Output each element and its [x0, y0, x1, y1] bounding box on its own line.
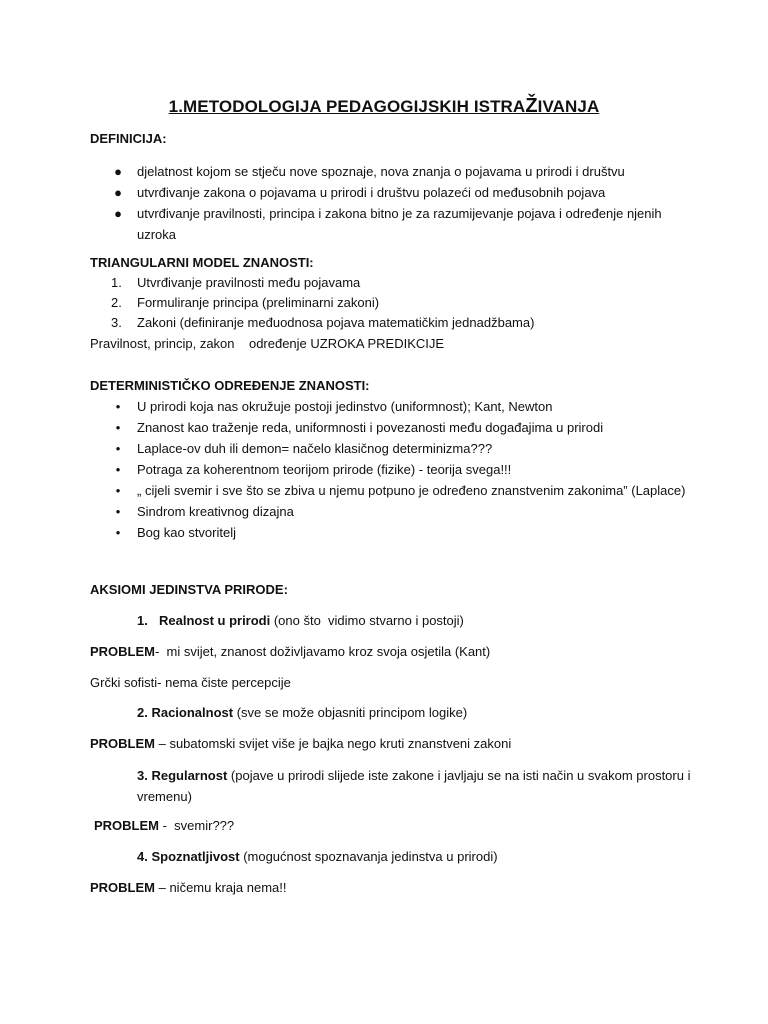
list-item: 3. Zakoni (definiranje međuodnosa pojava matematičkim jednadžbama): [111, 315, 535, 330]
bullet-icon: •: [115, 504, 121, 519]
list-item: • Potraga za koherentnom teorijom prirode (fizike) - teorija svega!!!: [137, 459, 697, 480]
title-text-suffix: IVANJA: [537, 97, 600, 116]
bullet-icon: ●: [114, 164, 122, 179]
deterministicko-list: [115, 396, 697, 543]
list-item: • Sindrom kreativnog dizajna: [137, 501, 697, 522]
list-item: 1. Utvrđivanje pravilnosti među pojavama: [111, 275, 361, 290]
bullet-icon: •: [115, 462, 121, 477]
list-item: ● utvrđivanje pravilnosti, principa i zakona bitno je za razumijevanje pojava i određenje njenih uzroka: [137, 203, 697, 245]
axiom-2: 2. Racionalnost (sve se može objasniti principom logike): [137, 705, 468, 720]
problem-3: PROBLEM - svemir???: [94, 818, 235, 833]
bullet-icon: ●: [114, 185, 122, 200]
title-big-letter: Ž: [525, 95, 538, 117]
problem-4: PROBLEM – ničemu kraja nema!!: [90, 880, 287, 895]
grcki-sofisti: Grčki sofisti- nema čiste percepcije: [90, 675, 291, 690]
axiom-4: 4. Spoznatljivost (mogućnost spoznavanja jedinstva u prirodi): [137, 849, 498, 864]
list-item: • Bog kao stvoritelj: [137, 522, 697, 543]
list-item: ● utvrđivanje zakona o pojavama u prirodi i društvu polazeći od međusobnih pojava: [137, 182, 697, 203]
title-text: 1.METODOLOGIJA PEDAGOGIJSKIH ISTRA: [168, 97, 526, 116]
triangularni-heading: TRIANGULARNI MODEL ZNANOSTI:: [90, 255, 314, 270]
triangularni-summary: Pravilnost, princip, zakon određenje UZROKA PREDIKCIJE: [90, 336, 445, 351]
axiom-3: 3. Regularnost (pojave u prirodi slijede iste zakone i javljaju se na isti način u svakom prostoru i vremenu): [137, 768, 691, 804]
definicija-heading: DEFINICIJA:: [90, 131, 167, 146]
aksiomi-heading: AKSIOMI JEDINSTVA PRIRODE:: [90, 582, 288, 597]
problem-2: PROBLEM – subatomski svijet više je bajka nego kruti znanstveni zakoni: [90, 736, 512, 751]
deterministicko-heading: DETERMINISTIČKO ODREĐENJE ZNANOSTI:: [90, 378, 370, 393]
bullet-icon: •: [115, 483, 121, 498]
bullet-icon: ●: [114, 206, 122, 221]
bullet-icon: •: [115, 420, 121, 435]
bullet-icon: •: [115, 399, 121, 414]
axiom-1: 1. Realnost u prirodi (ono što vidimo stvarno i postoji): [137, 613, 464, 628]
list-item: • Znanost kao traženje reda, uniformnosti i povezanosti među događajima u prirodi: [137, 417, 697, 438]
list-item: • Laplace-ov duh ili demon= načelo klasičnog determinizma???: [137, 438, 697, 459]
bullet-icon: •: [115, 525, 121, 540]
list-item: 2. Formuliranje principa (preliminarni zakoni): [111, 295, 380, 310]
list-item: • U prirodi koja nas okružuje postoji jedinstvo (uniformnost); Kant, Newton: [137, 396, 697, 417]
page-title: [0, 96, 768, 117]
triangularni-list: [111, 273, 535, 333]
list-item: • „ cijeli svemir i sve što se zbiva u njemu potpuno je određeno znanstvenim zakonima” (Laplace): [137, 480, 697, 501]
definicija-list: [114, 161, 697, 245]
bullet-icon: •: [115, 441, 121, 456]
problem-1: PROBLEM- mi svijet, znanost doživljavamo kroz svoja osjetila (Kant): [90, 644, 491, 659]
list-item: ● djelatnost kojom se stječu nove spoznaje, nova znanja o pojavama u prirodi i društvu: [137, 161, 697, 182]
